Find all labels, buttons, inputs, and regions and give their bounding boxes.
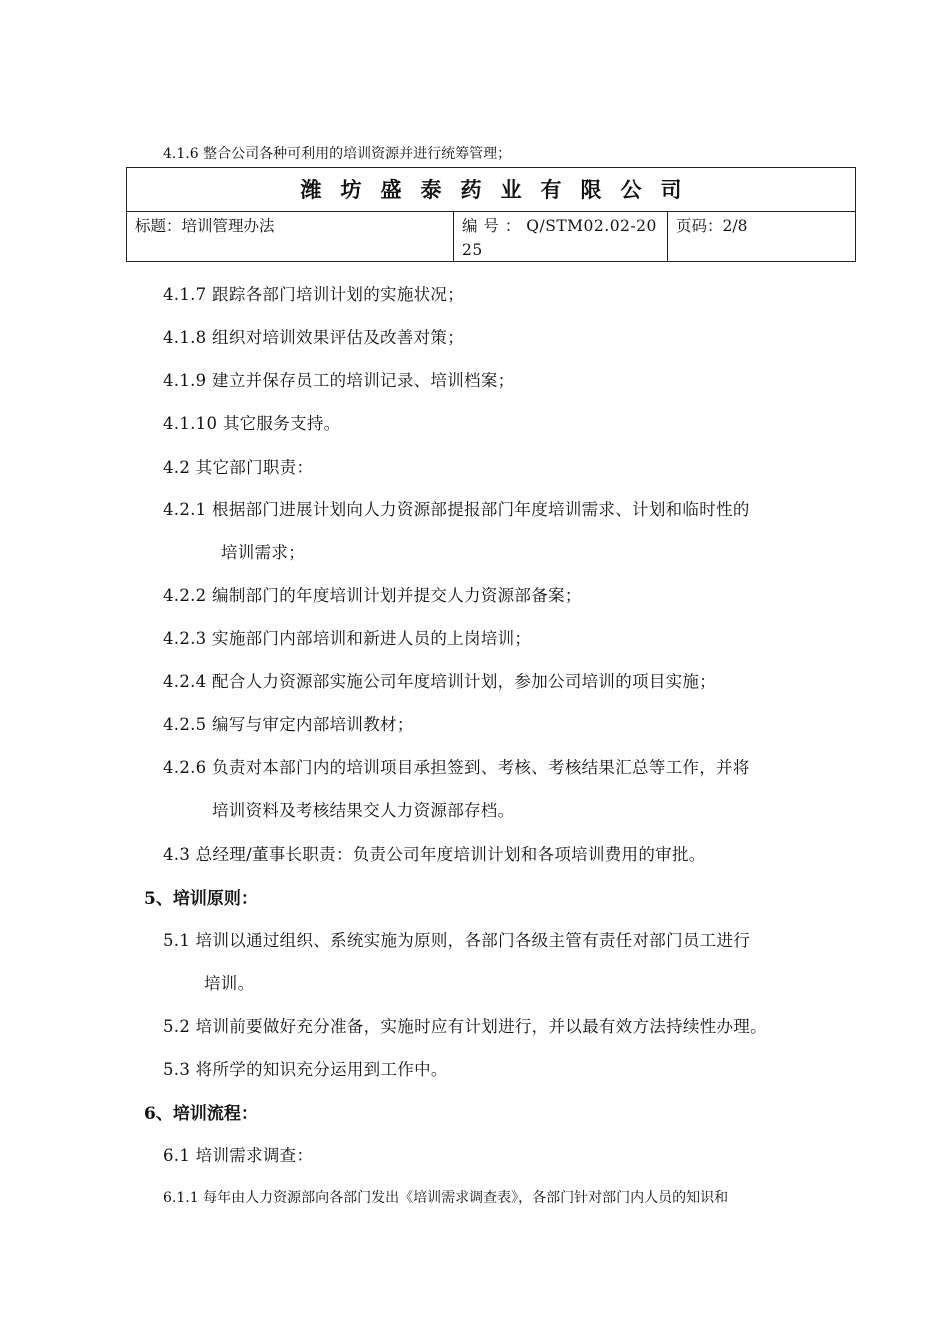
page-number-cell: 页码：2/8 <box>676 217 748 235</box>
clause-6-1-1: 6.1.1 每年由人力资源部向各部门发出《培训需求调查表》，各部门针对部门内人员的知识和 <box>163 1190 729 1206</box>
clause-4-2-1-line2: 培训需求； <box>221 543 305 562</box>
clause-4-2-2: 4.2.2 编制部门的年度培训计划并提交人力资源部备案； <box>163 586 582 605</box>
clause-4-2-5: 4.2.5 编写与审定内部培训教材； <box>163 715 414 734</box>
document-header-table <box>126 167 856 262</box>
clause-4-1-7: 4.1.7 跟踪各部门培训计划的实施状况； <box>163 285 465 304</box>
clause-5-1-line1: 5.1 培训以通过组织、系统实施为原则，各部门各级主管有责任对部门员工进行 <box>163 931 751 950</box>
clause-5-1-line2: 培训。 <box>204 974 255 993</box>
company-name: 潍坊盛泰药业有限公司 <box>127 168 855 212</box>
clause-5-3: 5.3 将所学的知识充分运用到工作中。 <box>163 1060 448 1079</box>
clause-4-1-6: 4.1.6 整合公司各种可利用的培训资源并进行统筹管理； <box>163 146 512 162</box>
section-4-2: 4.2 其它部门职责： <box>163 458 314 477</box>
clause-4-1-9: 4.1.9 建立并保存员工的培训记录、培训档案； <box>163 371 515 390</box>
clause-6-1: 6.1 培训需求调查： <box>163 1146 314 1165</box>
clause-4-2-6-line1: 4.2.6 负责对本部门内的培训项目承担签到、考核、考核结果汇总等工作，并将 <box>163 758 750 777</box>
section-4-3: 4.3 总经理/董事长职责：负责公司年度培训计划和各项培训费用的审批。 <box>163 845 706 864</box>
clause-4-2-1-line1: 4.2.1 根据部门进展计划向人力资源部提报部门年度培训需求、计划和临时性的 <box>163 500 750 519</box>
clause-4-2-6-line2: 培训资料及考核结果交人力资源部存档。 <box>212 801 515 820</box>
clause-4-2-4: 4.2.4 配合人力资源部实施公司年度培训计划，参加公司培训的项目实施； <box>163 672 717 691</box>
document-title-cell: 标题：培训管理办法 <box>127 212 454 262</box>
clause-4-2-3: 4.2.3 实施部门内部培训和新进人员的上岗培训； <box>163 629 532 648</box>
clause-4-1-8: 4.1.8 组织对培训效果评估及改善对策； <box>163 328 465 347</box>
clause-5-2: 5.2 培训前要做好充分准备，实施时应有计划进行，并以最有效方法持续性办理。 <box>163 1017 767 1036</box>
heading-5-training-principles: 5、培训原则： <box>144 889 258 909</box>
heading-6-training-process: 6、培训流程： <box>144 1104 258 1124</box>
clause-4-1-10: 4.1.10 其它服务支持。 <box>163 414 341 433</box>
document-number-cell: 编 号 ： Q/STM02.02-2025 <box>454 212 668 262</box>
